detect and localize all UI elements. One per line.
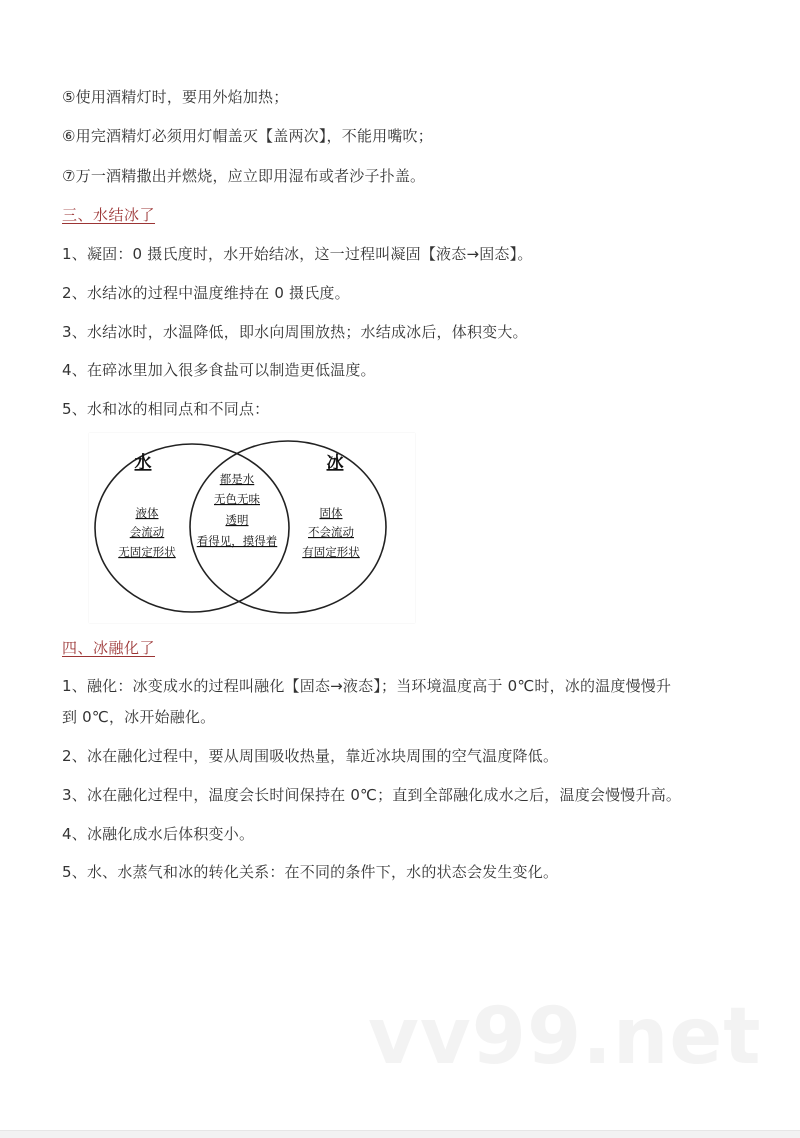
venn-left-item: 液体 <box>135 506 159 520</box>
venn-left-item: 无固定形状 <box>118 545 176 559</box>
text-line: 1、融化：冰变成水的过程叫融化【固态→液态】；当环境温度高于 0℃时，冰的温度慢慢升 <box>62 677 672 695</box>
venn-middle-item: 都是水 <box>219 472 255 486</box>
text-line: 3、水结冰时，水温降低，即水向周围放热；水结成冰后，体积变大。 <box>62 323 528 341</box>
text-line: ⑤使用酒精灯时，要用外焰加热； <box>62 88 289 106</box>
text-line: 5、水、水蒸气和冰的转化关系：在不同的条件下，水的状态会发生变化。 <box>62 863 559 881</box>
venn-svg <box>89 433 415 623</box>
text-line: ⑦万一酒精撒出并燃烧，应立即用湿布或者沙子扑盖。 <box>62 167 426 185</box>
venn-middle-item: 看得见，摸得着 <box>196 534 278 548</box>
section-heading-freezing: 三、水结冰了 <box>62 206 156 224</box>
venn-right-title: 冰 <box>326 453 344 473</box>
text-line: 4、冰融化成水后体积变小。 <box>62 825 255 843</box>
venn-right-item: 固体 <box>319 506 343 520</box>
venn-left-item: 会流动 <box>129 525 165 539</box>
venn-left-title: 水 <box>134 453 152 473</box>
venn-middle-item: 无色无味 <box>214 492 260 506</box>
watermark: vv99.net <box>368 992 762 1082</box>
ice-circle <box>190 441 386 613</box>
text-line: 到 0℃，冰开始融化。 <box>62 708 216 726</box>
section-heading-melting: 四、冰融化了 <box>62 639 156 657</box>
venn-right-item: 不会流动 <box>308 525 354 539</box>
text-line: 2、水结冰的过程中温度维持在 0 摄氏度。 <box>62 284 350 302</box>
text-line: 5、水和冰的相同点和不同点： <box>62 400 270 418</box>
text-line: ⑥用完酒精灯必须用灯帽盖灭【盖两次】，不能用嘴吹； <box>62 127 433 145</box>
text-line: 1、凝固：0 摄氏度时，水开始结冰，这一过程叫凝固【液态→固态】。 <box>62 245 533 263</box>
venn-middle-item: 透明 <box>225 513 249 527</box>
text-line: 4、在碎冰里加入很多食盐可以制造更低温度。 <box>62 361 376 379</box>
venn-right-item: 有固定形状 <box>302 545 360 559</box>
water-circle <box>95 444 289 612</box>
text-line: 2、冰在融化过程中，要从周围吸收热量，靠近冰块周围的空气温度降低。 <box>62 747 559 765</box>
text-line: 3、冰在融化过程中，温度会长时间保持在 0℃；直到全部融化成水之后，温度会慢慢升高。 <box>62 786 682 804</box>
venn-diagram <box>89 433 415 623</box>
